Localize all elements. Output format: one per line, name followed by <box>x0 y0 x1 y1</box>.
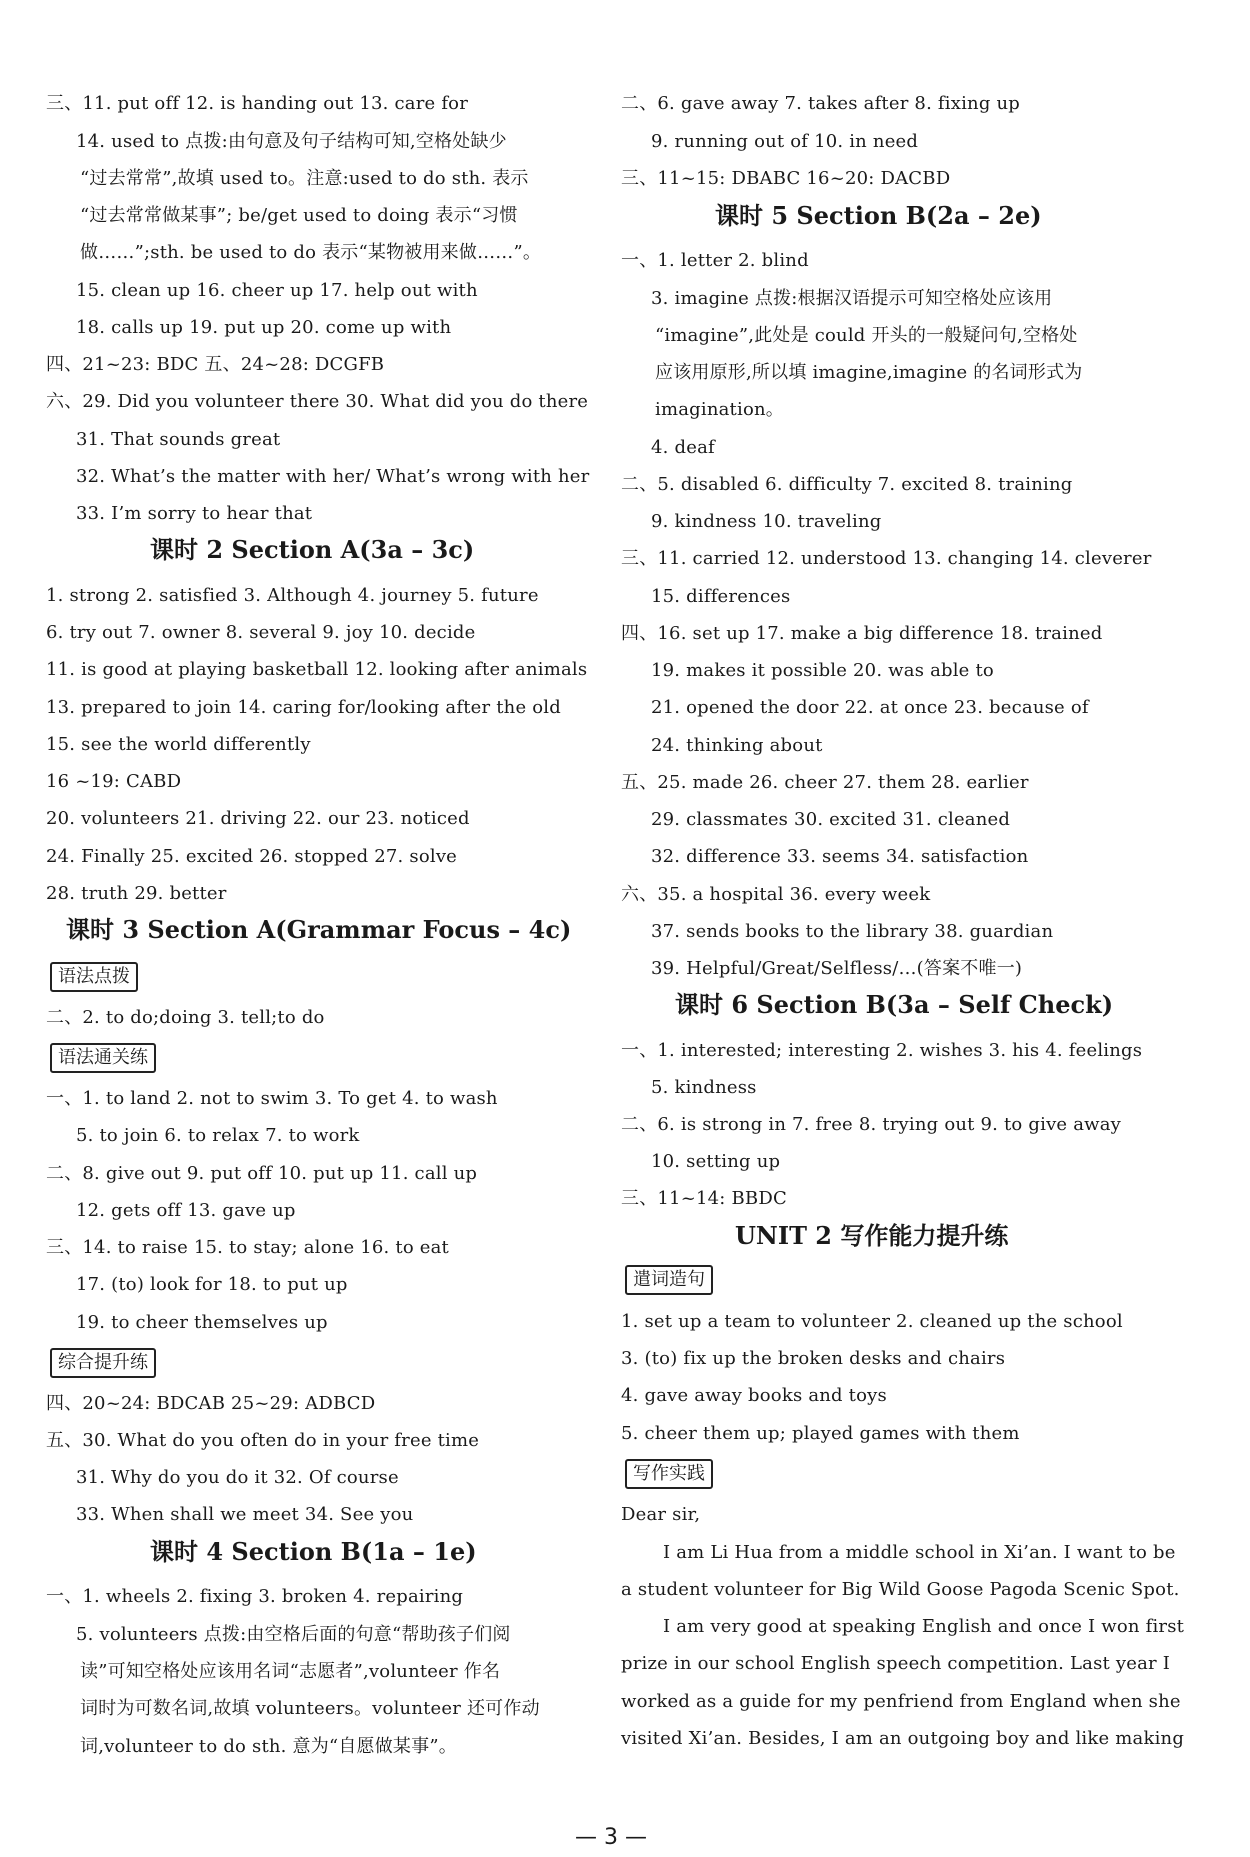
answer-line: 四、20~24: BDCAB 25~29: ADBCD <box>46 1393 376 1414</box>
answer-line: 28. truth 29. better <box>46 883 227 904</box>
answer-line: 15. clean up 16. cheer up 17. help out with <box>76 280 478 301</box>
answer-line: 一、1. wheels 2. fixing 3. broken 4. repairing <box>46 1586 464 1607</box>
answer-line: 二、6. is strong in 7. free 8. trying out 9. to give away <box>621 1114 1122 1135</box>
answer-line: 14. used to 点拨:由句意及句子结构可知,空格处缺少 <box>76 131 507 152</box>
answer-line: I am Li Hua from a middle school in Xi’an. I want to be <box>663 1542 1176 1563</box>
answer-line: 5. kindness <box>651 1077 757 1098</box>
answer-line: 9. kindness 10. traveling <box>651 511 882 532</box>
answer-line: 20. volunteers 21. driving 22. our 23. noticed <box>46 808 470 829</box>
answer-line: 4. deaf <box>651 437 715 458</box>
answer-line: 四、21~23: BDC 五、24~28: DCGFB <box>46 354 385 375</box>
answer-line: visited Xi’an. Besides, I am an outgoing boy and like making <box>621 1728 1185 1749</box>
answer-line: 三、11~15: DBABC 16~20: DACBD <box>621 168 951 189</box>
section-tag: 语法通关练 <box>50 1043 156 1073</box>
page-number: — 3 — <box>575 1825 647 1850</box>
answer-line: 三、11~14: BBDC <box>621 1188 787 1209</box>
answer-line: a student volunteer for Big Wild Goose Pagoda Scenic Spot. <box>621 1579 1180 1600</box>
answer-line: “imagine”,此处是 could 开头的一般疑问句,空格处 <box>655 325 1078 346</box>
answer-line: 五、25. made 26. cheer 27. them 28. earlier <box>621 772 1029 793</box>
answer-line: 9. running out of 10. in need <box>651 131 919 152</box>
section-heading: 课时 2 Section A(3a – 3c) <box>150 535 475 564</box>
answer-line: 二、6. gave away 7. takes after 8. fixing up <box>621 93 1021 114</box>
answer-line: 33. When shall we meet 34. See you <box>76 1504 414 1525</box>
section-tag: 语法点拨 <box>50 962 138 992</box>
answer-line: prize in our school English speech competition. Last year I <box>621 1653 1171 1674</box>
answer-line: 二、2. to do;doing 3. tell;to do <box>46 1007 325 1028</box>
answer-line: I am very good at speaking English and once I won first <box>663 1616 1185 1637</box>
section-heading: 课时 4 Section B(1a – 1e) <box>150 1537 477 1566</box>
answer-line: “过去常常做某事”; be/get used to doing 表示“习惯 <box>80 205 518 226</box>
answer-line: 12. gets off 13. gave up <box>76 1200 296 1221</box>
answer-line: 一、1. to land 2. not to swim 3. To get 4. to wash <box>46 1088 498 1109</box>
answer-line: 37. sends books to the library 38. guardian <box>651 921 1054 942</box>
answer-line: 三、11. put off 12. is handing out 13. care for <box>46 93 469 114</box>
answer-line: 5. volunteers 点拨:由空格后面的句意“帮助孩子们阅 <box>76 1624 511 1645</box>
answer-line: 15. differences <box>651 586 791 607</box>
answer-line: 读”可知空格处应该用名词“志愿者”,volunteer 作名 <box>80 1661 501 1682</box>
section-tag: 遣词造句 <box>625 1265 713 1295</box>
answer-line: 31. That sounds great <box>76 429 281 450</box>
answer-line: 19. makes it possible 20. was able to <box>651 660 994 681</box>
answer-line: 二、5. disabled 6. difficulty 7. excited 8. training <box>621 474 1073 495</box>
answer-line: 4. gave away books and toys <box>621 1385 887 1406</box>
answer-line: 六、29. Did you volunteer there 30. What did you do there <box>46 391 589 412</box>
answer-line: 五、30. What do you often do in your free time <box>46 1430 480 1451</box>
answer-line: 32. difference 33. seems 34. satisfaction <box>651 846 1029 867</box>
answer-line: 做……”;sth. be used to do 表示“某物被用来做……”。 <box>80 242 542 263</box>
section-heading: 课时 6 Section B(3a – Self Check) <box>675 990 1114 1019</box>
answer-line: 10. setting up <box>651 1151 781 1172</box>
answer-line: 13. prepared to join 14. caring for/looking after the old <box>46 697 561 718</box>
answer-line: 六、35. a hospital 36. every week <box>621 884 931 905</box>
answer-line: 17. (to) look for 18. to put up <box>76 1274 348 1295</box>
answer-line: 1. strong 2. satisfied 3. Although 4. journey 5. future <box>46 585 539 606</box>
answer-line: 31. Why do you do it 32. Of course <box>76 1467 399 1488</box>
answer-line: 33. I’m sorry to hear that <box>76 503 313 524</box>
answer-line: 18. calls up 19. put up 20. come up with <box>76 317 452 338</box>
answer-line: “过去常常”,故填 used to。注意:used to do sth. 表示 <box>80 168 529 189</box>
answer-line: 三、14. to raise 15. to stay; alone 16. to eat <box>46 1237 449 1258</box>
answer-line: 3. imagine 点拨:根据汉语提示可知空格处应该用 <box>651 288 1053 309</box>
answer-line: 15. see the world differently <box>46 734 311 755</box>
answer-line: 词,volunteer to do sth. 意为“自愿做某事”。 <box>80 1736 457 1757</box>
answer-line: 一、1. interested; interesting 2. wishes 3. his 4. feelings <box>621 1040 1143 1061</box>
answer-line: 一、1. letter 2. blind <box>621 250 809 271</box>
answer-line: Dear sir, <box>621 1504 701 1525</box>
answer-line: 21. opened the door 22. at once 23. because of <box>651 697 1089 718</box>
section-heading: 课时 5 Section B(2a – 2e) <box>715 201 1042 230</box>
answer-line: 19. to cheer themselves up <box>76 1312 328 1333</box>
section-tag: 写作实践 <box>625 1459 713 1489</box>
answer-line: 三、11. carried 12. understood 13. changing 14. cleverer <box>621 548 1152 569</box>
answer-line: 24. thinking about <box>651 735 823 756</box>
answer-line: imagination。 <box>655 399 784 420</box>
section-tag: 综合提升练 <box>50 1348 156 1378</box>
answer-line: 词时为可数名词,故填 volunteers。volunteer 还可作动 <box>80 1698 540 1719</box>
answer-line: 29. classmates 30. excited 31. cleaned <box>651 809 1011 830</box>
answer-line: 24. Finally 25. excited 26. stopped 27. solve <box>46 846 458 867</box>
answer-line: 16 ~19: CABD <box>46 771 182 792</box>
section-heading: 课时 3 Section A(Grammar Focus – 4c) <box>66 915 572 944</box>
answer-line: 5. cheer them up; played games with them <box>621 1423 1020 1444</box>
answer-line: 6. try out 7. owner 8. several 9. joy 10. decide <box>46 622 476 643</box>
answer-line: 二、8. give out 9. put off 10. put up 11. call up <box>46 1163 478 1184</box>
answer-line: 11. is good at playing basketball 12. looking after animals <box>46 659 588 680</box>
section-heading: UNIT 2 写作能力提升练 <box>735 1221 1009 1250</box>
answer-line: 3. (to) fix up the broken desks and chairs <box>621 1348 1006 1369</box>
answer-line: 5. to join 6. to relax 7. to work <box>76 1125 360 1146</box>
answer-line: 39. Helpful/Great/Selfless/…(答案不唯一) <box>651 958 1023 979</box>
answer-line: 1. set up a team to volunteer 2. cleaned up the school <box>621 1311 1123 1332</box>
answer-line: 应该用原形,所以填 imagine,imagine 的名词形式为 <box>655 362 1083 383</box>
answer-line: 四、16. set up 17. make a big difference 18. trained <box>621 623 1103 644</box>
answer-line: 32. What’s the matter with her/ What’s wrong with her <box>76 466 590 487</box>
answer-line: worked as a guide for my penfriend from England when she <box>621 1691 1181 1712</box>
